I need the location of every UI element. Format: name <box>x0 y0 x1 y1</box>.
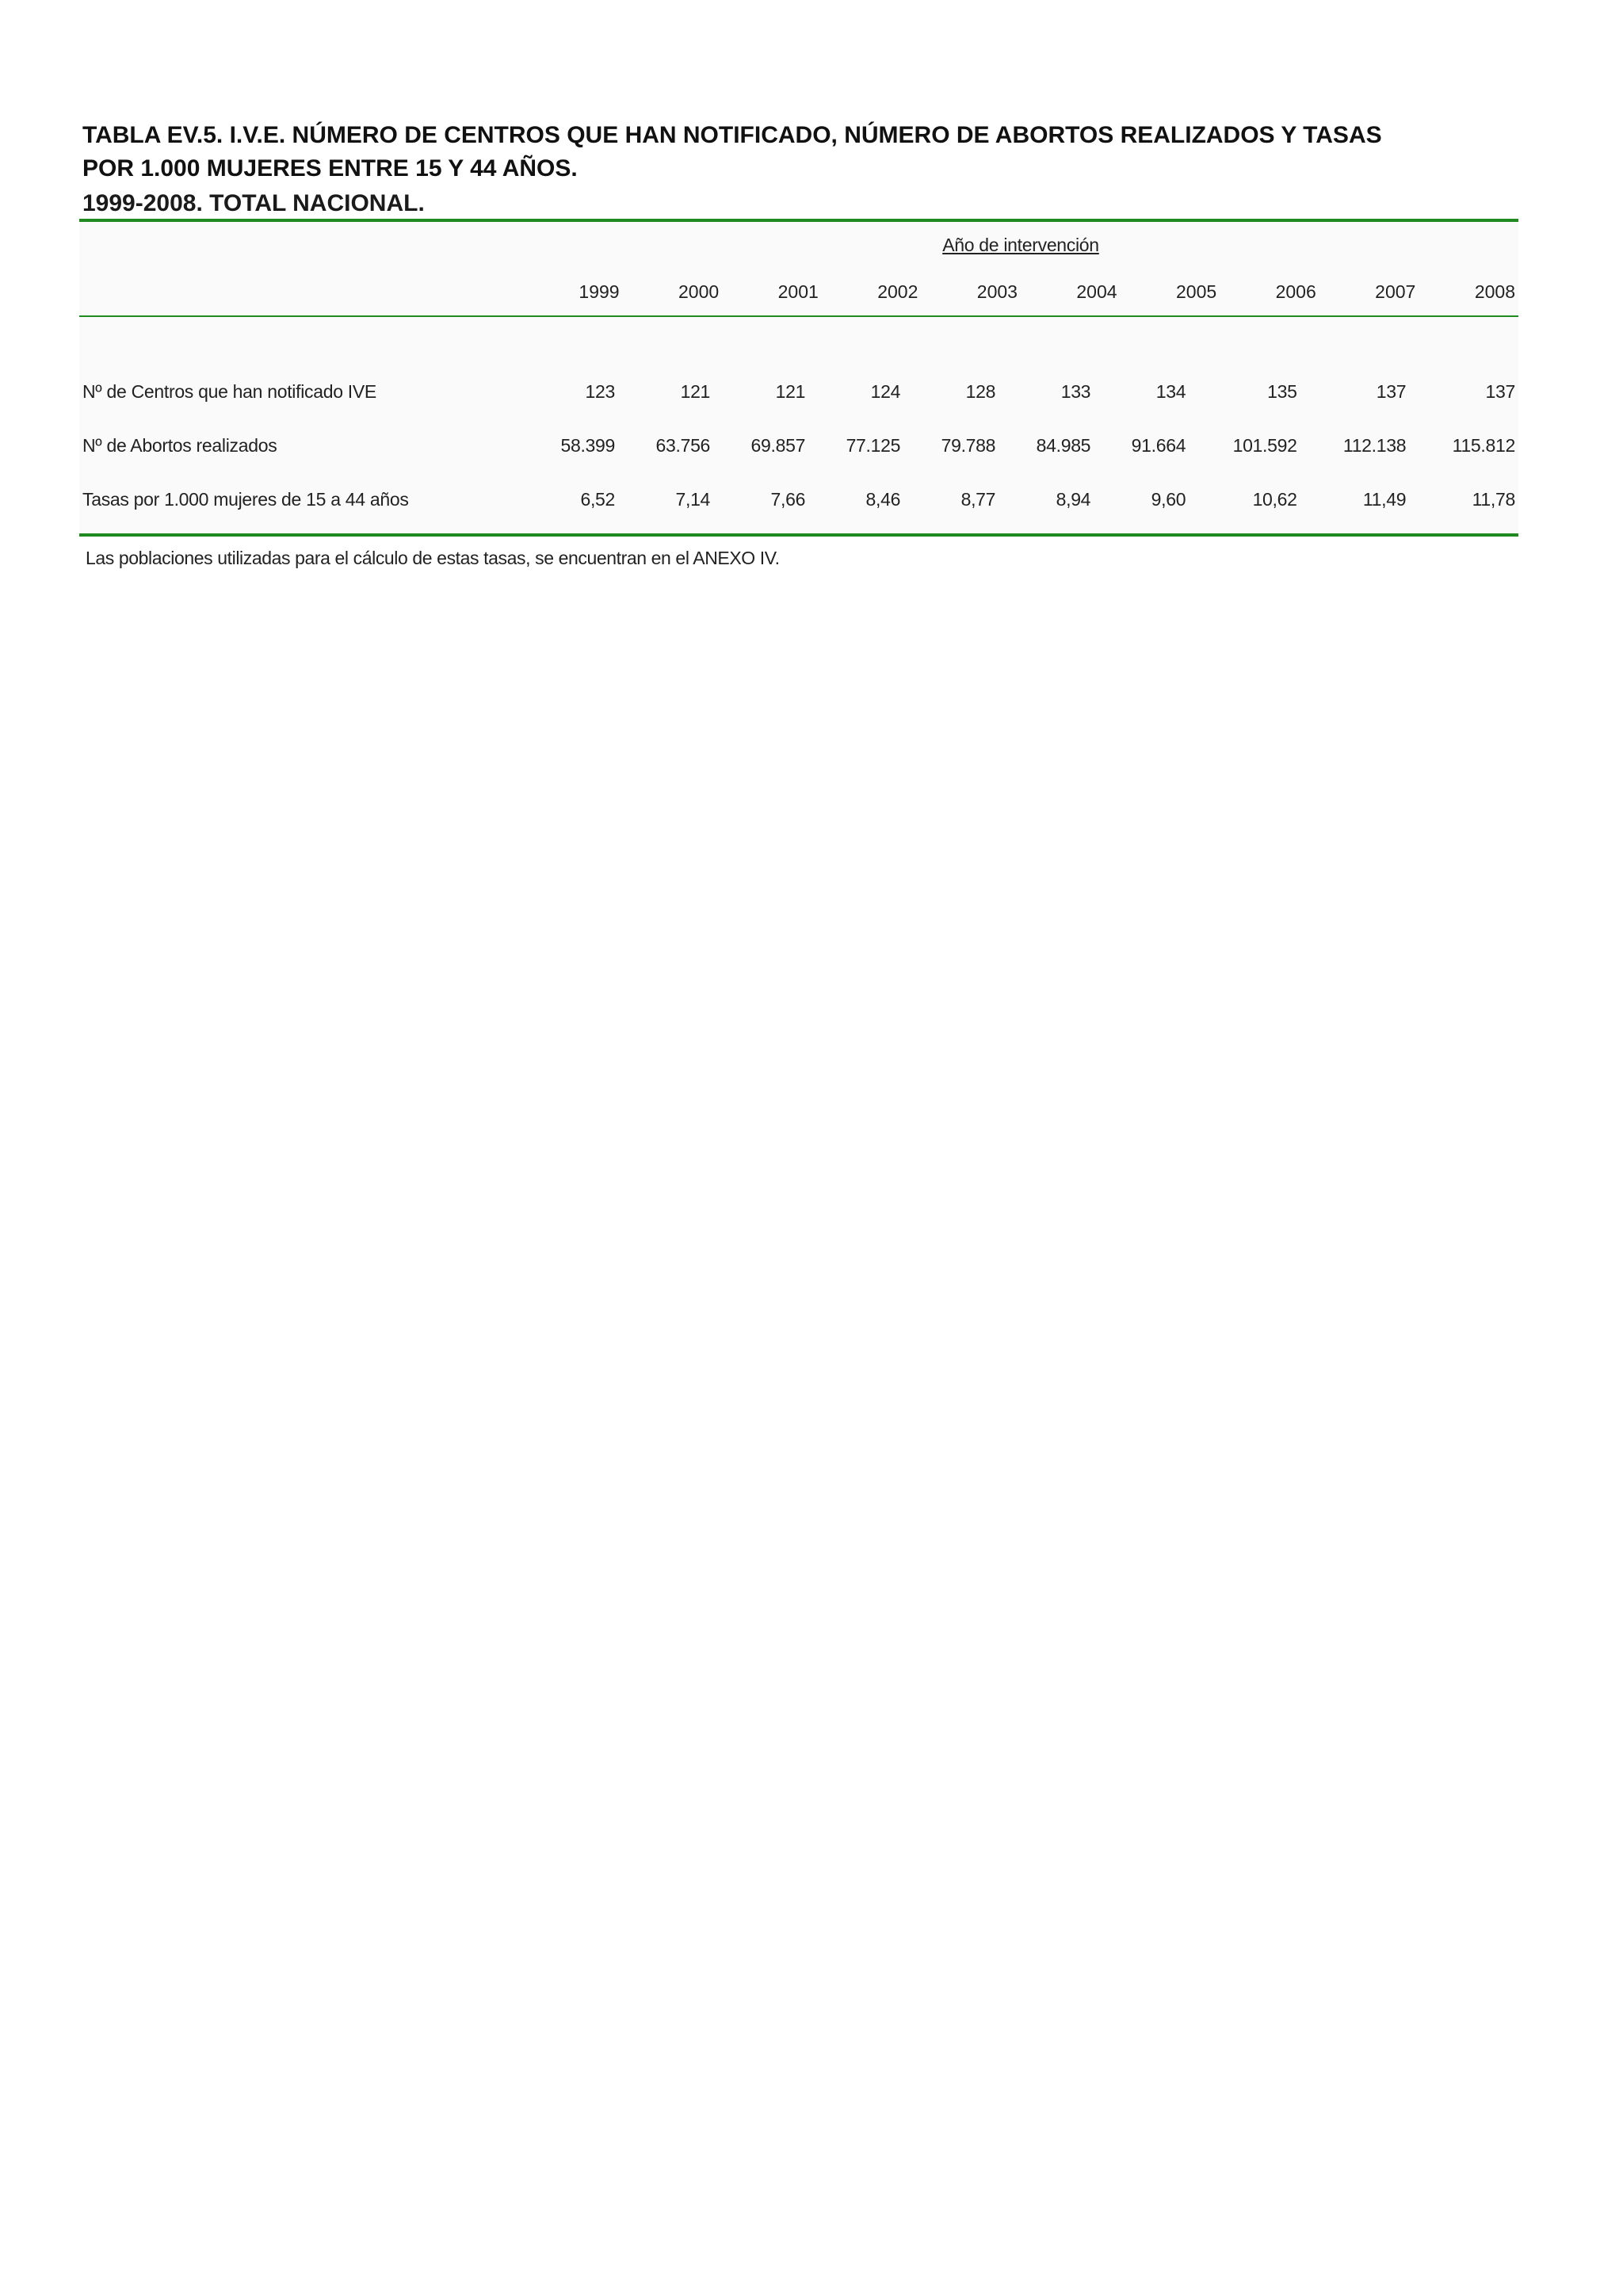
table-cell: 69.857 <box>750 434 806 456</box>
year-header-2008: 2008 <box>1474 281 1515 302</box>
data-table-container <box>79 222 1518 533</box>
table-cell: 8,94 <box>1056 488 1091 510</box>
table-cell: 7,14 <box>675 488 711 510</box>
table-cell: 10,62 <box>1252 488 1297 510</box>
table-cell: 11,49 <box>1362 488 1407 510</box>
year-header-1999: 1999 <box>579 281 620 302</box>
table-cell: 121 <box>680 380 711 402</box>
row-label: Nº de Abortos realizados <box>82 434 277 456</box>
table-cell: 124 <box>870 380 901 402</box>
year-header-2007: 2007 <box>1375 281 1416 302</box>
table-row <box>79 365 1518 418</box>
table-cell: 137 <box>1376 380 1407 402</box>
table-cell: 123 <box>585 380 616 402</box>
table-cell: 9,60 <box>1151 488 1186 510</box>
data-table <box>79 222 1518 315</box>
footnote: Las poblaciones utilizadas para el cálculo de estas tasas, se encuentran en el ANEXO IV. <box>86 548 780 568</box>
group-header-row <box>79 222 1518 268</box>
year-header-2003: 2003 <box>976 281 1018 302</box>
spacer-row <box>79 317 1518 365</box>
title-line-2: POR 1.000 MUJERES ENTRE 15 Y 44 AÑOS. <box>82 155 578 181</box>
table-row <box>79 472 1518 533</box>
table-cell: 128 <box>965 380 996 402</box>
table-cell: 77.125 <box>846 434 901 456</box>
row-label: Nº de Centros que han notificado IVE <box>82 380 376 402</box>
row-label: Tasas por 1.000 mujeres de 15 a 44 años <box>82 488 409 510</box>
table-cell: 101.592 <box>1232 434 1297 456</box>
table-cell: 7,66 <box>770 488 806 510</box>
table-subtitle: 1999-2008. TOTAL NACIONAL. <box>82 190 425 216</box>
table-row <box>79 418 1518 472</box>
year-header-row <box>79 268 1518 315</box>
table-cell: 8,46 <box>865 488 901 510</box>
group-header-label: Año de intervención <box>942 234 1099 255</box>
table-cell: 6,52 <box>580 488 616 510</box>
year-header-2005: 2005 <box>1175 281 1217 302</box>
table-cell: 134 <box>1155 380 1186 402</box>
data-table-body <box>79 317 1518 533</box>
document-page <box>79 119 1518 569</box>
table-cell: 58.399 <box>560 434 616 456</box>
table-cell: 112.138 <box>1342 434 1407 456</box>
table-cell: 11,78 <box>1472 488 1515 510</box>
table-body <box>79 317 1518 533</box>
table-cell: 8,77 <box>960 488 996 510</box>
table-cell: 91.664 <box>1131 434 1186 456</box>
table-cell: 63.756 <box>655 434 711 456</box>
table-title <box>79 119 1518 185</box>
table-cell: 121 <box>775 380 806 402</box>
table-cell: 79.788 <box>941 434 996 456</box>
title-line-1: TABLA EV.5. I.V.E. NÚMERO DE CENTROS QUE HAN NOTIFICADO, NÚMERO DE ABORTOS REALIZADOS Y TASAS <box>82 122 1382 148</box>
year-header-2001: 2001 <box>777 281 819 302</box>
year-header-2000: 2000 <box>678 281 720 302</box>
year-header-2002: 2002 <box>877 281 918 302</box>
table-cell: 84.985 <box>1036 434 1091 456</box>
year-header-2004: 2004 <box>1076 281 1117 302</box>
table-cell: 115.812 <box>1452 434 1515 456</box>
table-cell: 137 <box>1485 380 1515 402</box>
table-cell: 133 <box>1060 380 1091 402</box>
table-cell: 135 <box>1267 380 1297 402</box>
year-header-2006: 2006 <box>1275 281 1316 302</box>
